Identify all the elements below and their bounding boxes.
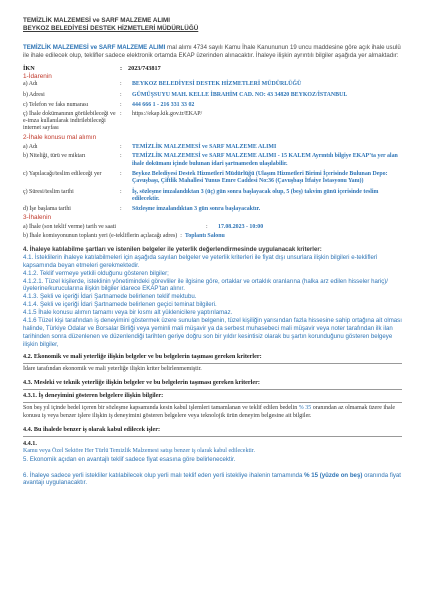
row-label: d) İşe başlama tarihi [23,205,71,212]
row-label: b) Niteliği, türü ve miktarı [23,153,86,160]
s3-row-place: b) İhale komisyonunun toplantı yeri (e-tekliflerin açılacağı adres) : Toplantı Salonu [23,232,225,239]
row-label: c) Telefon ve faks numarası [23,102,89,109]
row-value: TEMİZLİK MALZEMESİ ve SARF MALZEME ALIMI - 15 KALEM Ayrıntılı bilgiye EKAP’ta yer alan ihale dokümanı içinde bulunan idari şartnameden ulaşılabilir. [132,153,398,167]
s4-h441: 4.4.1. [23,440,37,448]
s4-p42: İdare tarafından ekonomik ve mali yeterliğe ilişkin kriter belirlenmemiştir. [23,365,202,372]
s4-h43: 4.3. Mesleki ve teknik yeterliğe ilişkin belgeler ve bu belgelerin taşıması gereken kriterler: [23,379,260,387]
s4-p413: 4.1.3. Şekli ve içeriği İdari Şartnamede belirlenen teklif mektubu. [23,293,197,301]
s4-p412: 4.1.2. Teklif vermeye yetkili olduğunu gösteren bilgiler; [23,269,169,277]
row-value: 444 666 1 - 216 331 33 02 [132,102,195,109]
experience-percentage: % 35 [298,405,312,411]
row-label: a) Adı [23,81,38,88]
intro-paragraph [23,44,402,60]
s1-row-address: b) Adresi : GÜMÜŞSUYU MAH. KELLE İBRAHİM CAD. NO: 43 34820 BEYKOZ/İSTANBUL [23,92,402,99]
intro-bold: TEMİZLİK MALZEMESİ ve SARF MALZEME ALIMI [23,44,166,51]
s4-p4121: 4.1.2.1. Tüzel kişilerde, isteklinin yönetimindeki görevliler ile ilgisine göre, ortaklar ve ortaklık oranlarına (halka arz edilen hisseler hariç)/üyelerine/kurucularına ilişkin bilgiler idarece EKAP’tan alınır. [23,277,389,293]
row-value: Toplantı Salonu [184,232,225,239]
price-advantage: % 15 (yüzde on beş) [304,471,363,479]
section-2-title: 2-İhale konusu mal alımın [23,133,97,141]
header-title: TEMİZLİK MALZEMESİ ve SARF MALZEME ALIMI [23,17,171,24]
s4-p5: 5. Ekonomik açıdan en avantajlı teklif sadece fiyat esasına göre belirlenecektir. [23,455,236,463]
s4-p431: Son beş yıl içinde bedel içeren bir sözleşme kapsamında kesin kabul işlemleri tamamlanan ve teklif edilen bedelin % 35 oranından az olmamak üzere ihale konusu iş veya benzer işlere ilişkin iş deneyimini gösteren belgelere veya teknolojik ürün deneyim belgesine ait bilgiler. [23,405,396,419]
document-header [23,17,402,33]
s4-p441: Kamu veya Özel Sektöre Her Türlü Temizlik Malzemesi satışı benzer iş olarak kabul edilecektir. [23,448,255,454]
row-value: TEMİZLİK MALZEMESİ ve SARF MALZEME ALIMI [132,143,277,150]
s1-row-phone: c) Telefon ve faks numarası : 444 666 1 - 216 331 33 02 [23,102,402,109]
s4-p414: 4.1.4. Şekli ve içeriği İdari Şartnamede belirlenen geçici teminat bilgileri. [23,301,217,309]
row-label: a) Adı [23,143,38,150]
row-label: ç) Süresi/teslim tarihi [23,188,74,195]
s4-h42: 4.2. Ekonomik ve mali yeterliğe ilişkin belgeler ve bu belgelerin taşıması gereken kriterler: [23,352,262,360]
ikn-row [23,65,402,72]
s4-h44: 4.4. Bu ihalede benzer iş olarak kabul edilecek işler: [23,426,161,434]
s2-row-name: a) Adı : TEMİZLİK MALZEMESİ ve SARF MALZEME ALIMI [23,144,402,151]
section-3-title: 3-İhalenin [23,214,52,222]
row-value: Sözleşme imzalandıktan 3 gün sonra başlayacaktır. [132,205,261,212]
s4-p415: 4.1.5 İhale konusu alımın tamamı veya bir kısmı alt yüklenicilere yaptırılamaz. [23,309,233,317]
s4-p416: 4.1.6 Tüzel kişi tarafından iş deneyimini göstermek üzere sunulan belgenin, tüzel kişiliğin yarısından fazla hissesine sahip ortağına ait olması halinde, Türkiye Odalar ve Borsalar Birliği veya yeminli mali müşavir ya da serbest muhasebeci mali müşavir veya noter tarafından ilk ilan tarihinden sonra düzenlenen ve düzenlendiği tarihten geriye doğru son bir yıldır kesintisiz olarak bu şartın korunduğunu gösteren belgeye ilişkin bilgiler, [23,317,402,348]
row-value: GÜMÜŞSUYU MAH. KELLE İBRAHİM CAD. NO: 43 34820 BEYKOZ/İSTANBUL [132,91,348,98]
ikn-value: 2023/743817 [128,65,161,73]
divider [23,389,402,390]
s3-row-date: a) İhale (son teklif verme) tarih ve saati : 17.08.2023 - 10:00 [23,224,402,231]
divider [23,402,402,403]
s2-row-duration: ç) Süresi/teslim tarihi : İş, sözleşme imzalandıktan 3 (üç) gün sonra başlayacak olup, 5 (beş) takvim günü içerisinde teslim edilecektir. [23,189,402,204]
section-4 [23,246,402,487]
row-value: 17.08.2023 - 10:00 [218,224,264,231]
s2-row-nature: b) Niteliği, türü ve miktarı : TEMİZLİK MALZEMESİ ve SARF MALZEME ALIMI - 15 KALEM Ayrıntılı bilgiye EKAP’ta yer alan ihale dokümanı içinde bulunan idari şartnameden ulaşılabilir. [23,153,402,168]
divider [23,363,402,364]
s1-row-name: a) Adı : BEYKOZ BELEDİYESİ DESTEK HİZMETLERİ MÜDÜRLÜĞÜ [23,81,402,88]
section-1-title: 1-İdarenin [23,73,52,81]
s4-p411: 4.1. İsteklilerin ihaleye katılabilmeleri için aşağıda sayılan belgeler ve yeterlik kriterleri ile fiyat dışı unsurlara ilişkin bilgileri e-tekliflerì kapsamında beyan etmeleri gerekmektedir. [23,253,378,269]
row-value: İş, sözleşme imzalandıktan 3 (üç) gün sonra başlayacak olup, 5 (beş) takvim günü içerisinde teslim edilecektir. [132,188,379,203]
row-label: b) İhale komisyonunun toplantı yeri (e-tekliflerin açılacağı adres) [23,232,178,239]
s2-row-start: d) İşe başlama tarihi : Sözleşme imzalandıktan 3 gün sonra başlayacaktır. [23,206,402,213]
s2-row-place: c) Yapılacağı/teslim edileceği yer : Beykoz Belediyesi Destek Hizmetleri Müdürlüğü (Ulaşım Hizmetleri Birimi İçerisinde Bulunan Depo: Çavuşbaşı, Çiftlik Mahallesi Yunus Emre Caddesi No:36 (Çavuşbaşı İtfaiye İstasyonu Yanı)) [23,171,402,186]
s4-heading: 4. İhaleye katılabilme şartları ve istenilen belgeler ile yeterlik değerlendirmesinde uygulanacak kriterler: [23,245,322,253]
s4-h431: 4.3.1. İş deneyimini gösteren belgelere ilişkin bilgiler: [23,392,164,400]
ikn-label: İKN [23,65,35,73]
s4-p6: 6. İhaleye sadece yerli istekliler katılabilecek olup yerli malı teklif eden yerli istekliye ihalenin tamamında % 15 (yüzde on beş) oranında fiyat avantajı uygulanacaktır. [23,471,401,487]
header-subtitle: BEYKOZ BELEDİYESİ DESTEK HİZMETLERİ MÜDÜRLÜĞÜ [23,25,199,32]
row-label: b) Adresi [23,91,45,98]
ikn-colon: : [120,65,123,73]
divider [23,436,402,437]
intro-text: mal alımı 4734 sayılı Kamu İhale Kanununun 19 uncu maddesine göre açık ihale usulü ile ihale edilecek olup, teklifler sadece elektronik ortamda EKAP üzerinden alınacaktır. İhaleye ilişkin ayrıntılı bilgiler aşağıda yer almaktadır: [23,44,401,60]
row-value: Beykoz Belediyesi Destek Hizmetleri Müdürlüğü (Ulaşım Hizmetleri Birimi İçerisinde Bulunan Depo: Çavuşbaşı, Çiftlik Mahallesi Yunus Emre Caddesi No:36 (Çavuşbaşı İtfaiye İstasyonu Yanı)) [132,171,388,185]
row-value: BEYKOZ BELEDİYESİ DESTEK HİZMETLERİ MÜDÜRLÜĞÜ [132,81,302,88]
row-label: c) Yapılacağı/teslim edileceği yer [23,171,102,178]
ekap-link[interactable]: https://ekap.kik.gov.tr/EKAP/ [132,110,203,117]
s1-row-website: ç) İhale dokümanının görülebileceği ve e-imza kullanılarak indirilebileceği internet sayfası : https://ekap.kik.gov.tr/EKAP/ [23,111,402,133]
row-label: a) İhale (son teklif verme) tarih ve saati [23,224,117,231]
row-label: ç) İhale dokümanının görülebileceği ve e-imza kullanılarak indirilebileceği internet sayfası [23,110,116,132]
